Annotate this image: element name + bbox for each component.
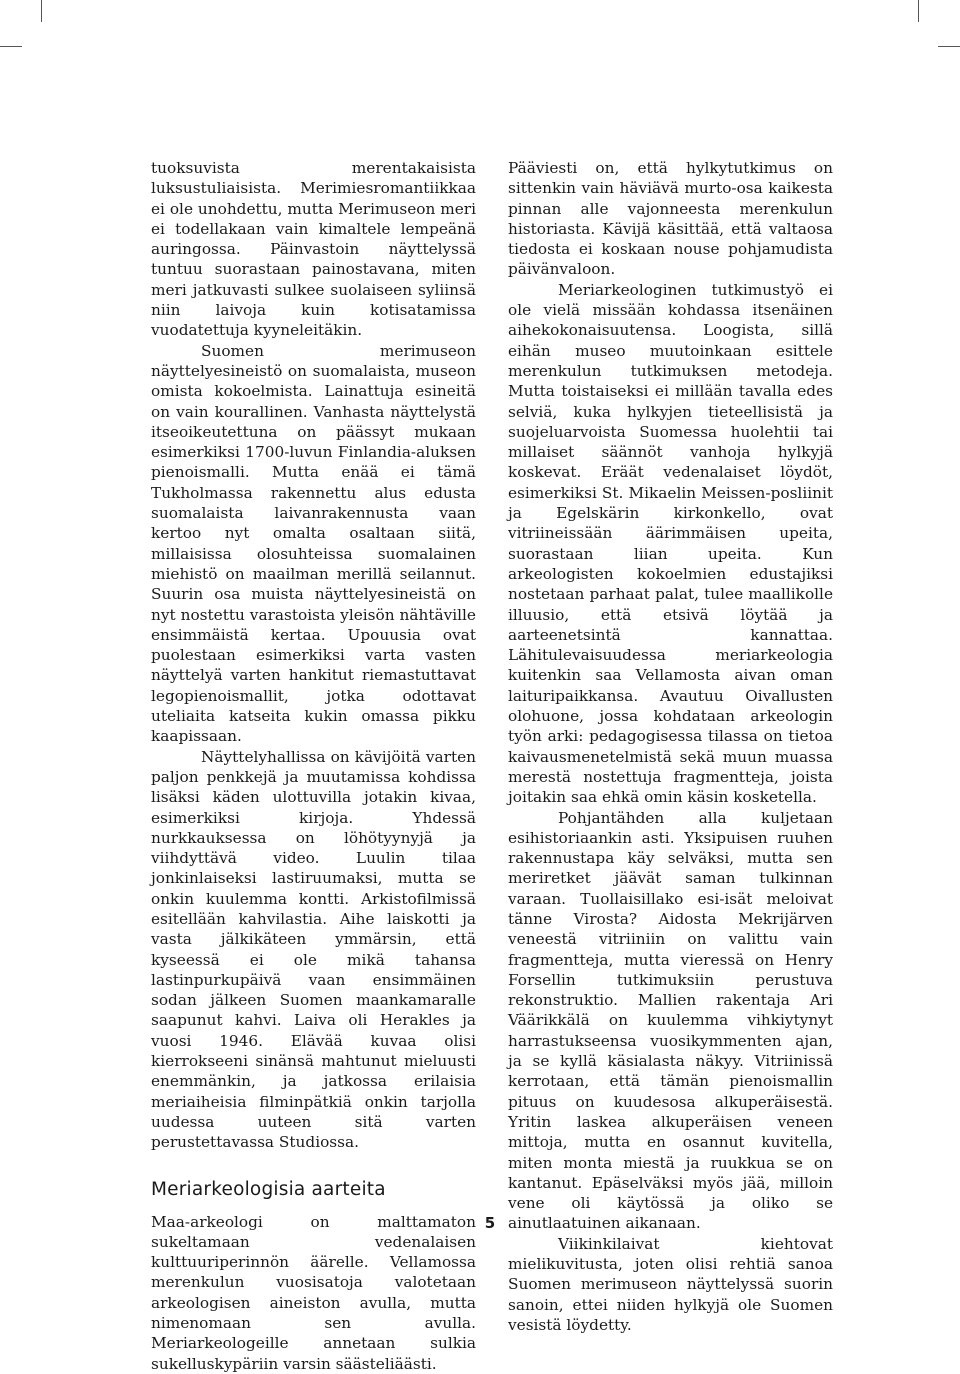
crop-mark — [938, 46, 960, 47]
paragraph: tuoksuvista merentakaisista luksustuliaisista. Merimiesromantiikkaa ei ole unohdettu, mutta Merimuseon meri ei todellakaan vain kimaltele lempeänä auringossa. Päinvastoin näyttelyssä tuntuu suorastaan painostavana, miten meri jatkuvasti sulkee suolaiseen syliinsä niin laivoja kuin kotisatamissa vuodatettuja kyyneleitäkin. — [151, 159, 476, 340]
crop-mark — [918, 0, 919, 22]
left-column — [151, 158, 476, 1374]
paragraph: Suomen merimuseon näyttelyesineistö on suomalaista, museon omista kokoelmista. Lainattuja esineitä on vain kourallinen. Vanhasta näyttelystä itseoikeutettuna on päässyt mukaan esimerkiksi 1700-luvun Finlandia-aluksen pienoismalli. Mutta enää ei tämä Tukholmassa rakennettu alus edusta suomalaista laivanrakennusta vaan kertoo nyt omalta osaltaan siitä, millaisissa olosuhteissa suomalainen miehistö on maailman merillä seilannut. Suurin osa muista näyttelyesineistä on nyt nostettu varastoista yleisön nähtäville ensimmäistä kertaa. Upouusia ovat puolestaan esimerkiksi varta vasten näyttelyä varten hankitut riemastuttavat legopienoismallit, jotka odottavat uteliaita katseita kukin omassa pikku kaapissaan. — [151, 341, 476, 746]
paragraph: Viikinkilaivat kiehtovat mielikuvitusta, joten olisi rehtiä sanoa Suomen merimuseon näyttelyssä suorin sanoin, ettei niiden hylkyjä ole Suomen vesistä löydetty. — [508, 1234, 833, 1334]
crop-mark — [0, 46, 22, 47]
paragraph: Näyttelyhallissa on kävijöitä varten paljon penkkejä ja muutamissa kohdissa lisäksi käden ulottuvilla jotakin kivaa, esimerkiksi kirjoja. Yhdessä nurkkauksessa on löhötyynyjä ja viihdyttävä video. Luulin tilaa jonkinlaiseksi lastiruumaksi, mutta se onkin kuulemma kontti. Arkistofilmissä esitellään kahvilastia. Aihe laiskotti ja vasta jälkikäteen ymmärsin, että kyseessä ei ole mikä tahansa lastinpurkupäivä vaan ensimmäinen sodan jälkeen Suomen maankamaralle saapunut kahvi. Laiva oli Herakles ja vuosi 1946. Elävää kuvaa olisi kierrokseeni sinänsä mahtunut mieluusti enemmänkin, ja jatkossa erilaisia meriaiheisia filminpätkiä onkin tarjolla uudessa uuteen sitä varten perustettavassa Studiossa. — [151, 747, 476, 1152]
right-column — [508, 158, 833, 1335]
paragraph: Meriarkeologinen tutkimustyö ei ole vielä missään kohdassa itsenäinen aihekokonaisuutensa. Loogista, sillä eihän museo muutoinkaan esittele merenkulun tutkimuksen metodeja. Mutta toistaiseksi ei millään tavalla edes selviä, kuka hylkyjen tieteellisistä ja suojeluarvoista Suomessa huolehtii tai millaiset säännöt vanhoja hylkyjä koskevat. Eräät vedenalaiset löydöt, esimerkiksi St. Mikaelin Meissen-posliinit ja Egelskärin kirkonkello, ovat vitriineissään äärimmäisen upeita, suorastaan liian upeita. Kun arkeologisten kokoelmien edustajiksi nostetaan parhaat palat, tulee maallikolle illuusio, että etsivä löytää ja aarteenetsintä kannattaa. Lähitulevaisuudessa meriarkeologia kuitenkin saa Vellamosta aivan oman laituripaikkansa. Avautuu Oivallusten olohuone, jossa kohdataan arkeologin työn arki: pedagogisessa tilassa on tietoa kaivausmenetelmistä sekä muun muassa merestä nostettuja fragmentteja, joista joitakin saa ehkä omin käsin kosketella. — [508, 280, 833, 807]
paragraph: Pohjantähden alla kuljetaan esihistoriaankin asti. Yksipuisen ruuhen rakennustapa käy selväksi, mutta sen meriretket jäävät saman tulkinnan varaan. Tuollaisillako esi-isät meloivat tänne Virosta? Aidosta Mekrijärven veneestä vitriiniin on valittu vain fragmentteja, mutta vieressä on Henry Forsellin tutkimuksiin perustuva rekonstruktio. Mallien rakentaja Ari Väärikkälä on kuulemma vihkiytynyt harrastukseensa vuosikymmenten ajan, ja se kyllä käsialasta näkyy. Vitriinissä kerrotaan, että tämän pienoismallin pituus on kuudesosa alkuperäisestä. Yritin laskea alkuperäisen veneen mittoja, mutta en osannut kuvitella, miten monta miestä ja ruukkua se on kantanut. Epäselväksi myös jää, milloin vene oli käytössä ja oliko se ainutlaatuinen aikanaan. — [508, 808, 833, 1233]
paragraph: Pääviesti on, että hylkytutkimus on sittenkin vain häviävä murto-osa kaikesta pinnan alle vajonneesta merenkulun historiasta. Kävijä käsittää, että valtaosa tiedosta ei koskaan nouse pohjamudista päivänvaloon. — [508, 159, 833, 279]
crop-mark — [41, 0, 42, 22]
section-heading: Meriarkeologisia aarteita — [151, 1178, 386, 1200]
paragraph: Maa-arkeologi on malttamaton sukeltamaan vedenalaisen kulttuuriperinnön äärelle. Vellamossa merenkulun vuosisatoja valotetaan arkeologisen aineiston avulla, mutta nimenomaan sen avulla. Meriarkeologeille annetaan sulkia sukelluskypäriin varsin säästeliäästi. — [151, 1212, 476, 1373]
page-number: 5 — [484, 1214, 496, 1232]
